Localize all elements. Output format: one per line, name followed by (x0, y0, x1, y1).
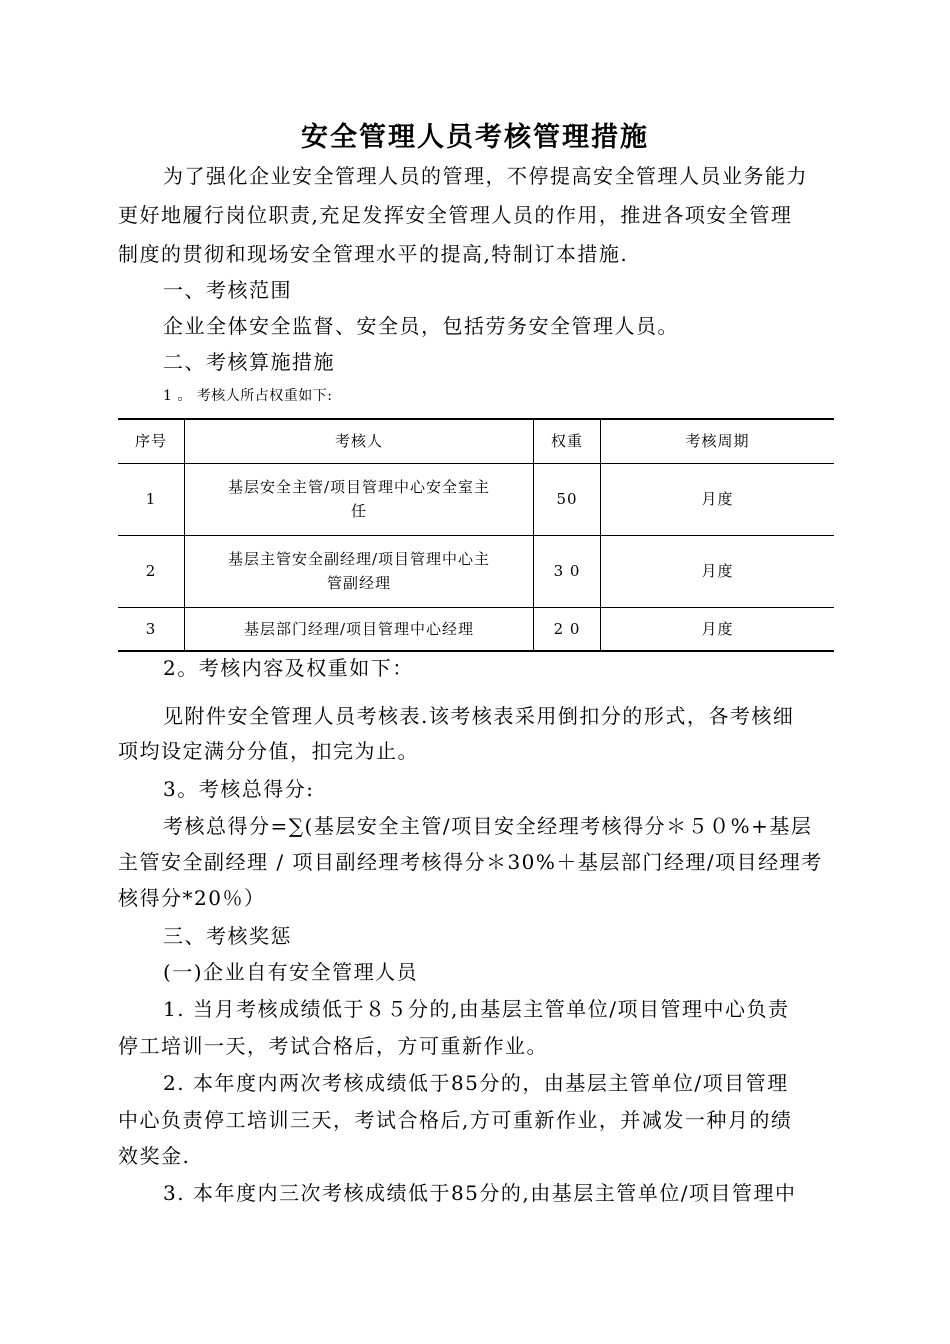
table-cell-no: 1 (118, 463, 185, 535)
intro-line-3: 制度的贯彻和现场安全管理水平的提高,特制订本措施. (118, 242, 629, 266)
assessor-line-1: 基层主管安全副经理/项目管理中心主 (227, 550, 491, 568)
table-cell-weight: 2 0 (534, 607, 601, 651)
assessor-line-2: 任 (350, 502, 367, 520)
section-1-text: 企业全体安全监督、安全员，包括劳务安全管理人员。 (163, 314, 679, 338)
rule-2-line-2: 中心负责停工培训三天，考试合格后,方可重新作业，并减发一种月的绩 (118, 1108, 793, 1132)
table-row (118, 607, 834, 651)
table-cell-weight: 50 (534, 463, 601, 535)
table-header-assessor: 考核人 (185, 419, 534, 463)
document-title: 安全管理人员考核管理措施 (301, 122, 649, 153)
intro-line-1: 为了强化企业安全管理人员的管理，不停提高安全管理人员业务能力 (163, 164, 808, 188)
rule-1-line-2: 停工培训一天，考试合格后，方可重新作业。 (118, 1034, 548, 1058)
table-header-period: 考核周期 (601, 419, 835, 463)
table-cell-period: 月度 (601, 607, 835, 651)
table-cell-period: 月度 (601, 463, 835, 535)
rule-3-line-1: 3. 本年度内三次考核成绩低于85分的,由基层主管单位/项目管理中 (163, 1181, 797, 1205)
table-cell-assessor (185, 463, 534, 535)
section-3-sub-1: (一)企业自有安全管理人员 (163, 960, 419, 984)
section-2-heading: 二、考核算施措施 (163, 350, 335, 374)
rule-1-line-1: 1. 当月考核成绩低于８５分的,由基层主管单位/项目管理中心负责 (163, 997, 790, 1021)
section-2-item-2: 2。考核内容及权重如下： (163, 656, 414, 680)
table-cell-no: 2 (118, 535, 185, 607)
assessor-line-2: 管副经理 (326, 574, 391, 592)
formula-line-3: 核得分*20％） (118, 886, 266, 910)
item-2-text-line-2: 项均设定满分分值，扣完为止。 (118, 739, 419, 763)
table-header-row (118, 419, 834, 463)
table-cell-no: 3 (118, 607, 185, 651)
table-cell-period: 月度 (601, 535, 835, 607)
intro-line-2: 更好地履行岗位职责,充足发挥安全管理人员的作用，推进各项安全管理 (118, 203, 793, 227)
table-header-no: 序号 (118, 419, 185, 463)
table-cell-assessor (185, 535, 534, 607)
table-row (118, 463, 834, 535)
rule-2-line-1: 2. 本年度内两次考核成绩低于85分的，由基层主管单位/项目管理 (163, 1071, 789, 1095)
rule-2-line-3: 效奖金. (118, 1144, 191, 1168)
section-1-heading: 一、考核范围 (163, 278, 292, 302)
formula-line-1: 考核总得分=∑(基层安全主管/项目安全经理考核得分＊５０%+基层 (163, 814, 813, 838)
item-2-text-line-1: 见附件安全管理人员考核表.该考核表采用倒扣分的形式，各考核细 (163, 704, 795, 728)
formula-line-2: 主管安全副经理 / 项目副经理考核得分＊30%＋基层部门经理/项目经理考 (118, 850, 823, 874)
assessor-line-1: 基层安全主管/项目管理中心安全室主 (227, 478, 491, 496)
table-header-weight: 权重 (534, 419, 601, 463)
table-row (118, 535, 834, 607)
section-2-item-1: 1 。 考核人所占权重如下: (163, 388, 333, 404)
table-cell-assessor: 基层部门经理/项目管理中心经理 (185, 607, 534, 651)
section-3-heading: 三、考核奖惩 (163, 924, 292, 948)
weight-table (118, 418, 834, 652)
table-cell-weight: 3 0 (534, 535, 601, 607)
section-2-item-3: 3。考核总得分: (163, 777, 315, 801)
